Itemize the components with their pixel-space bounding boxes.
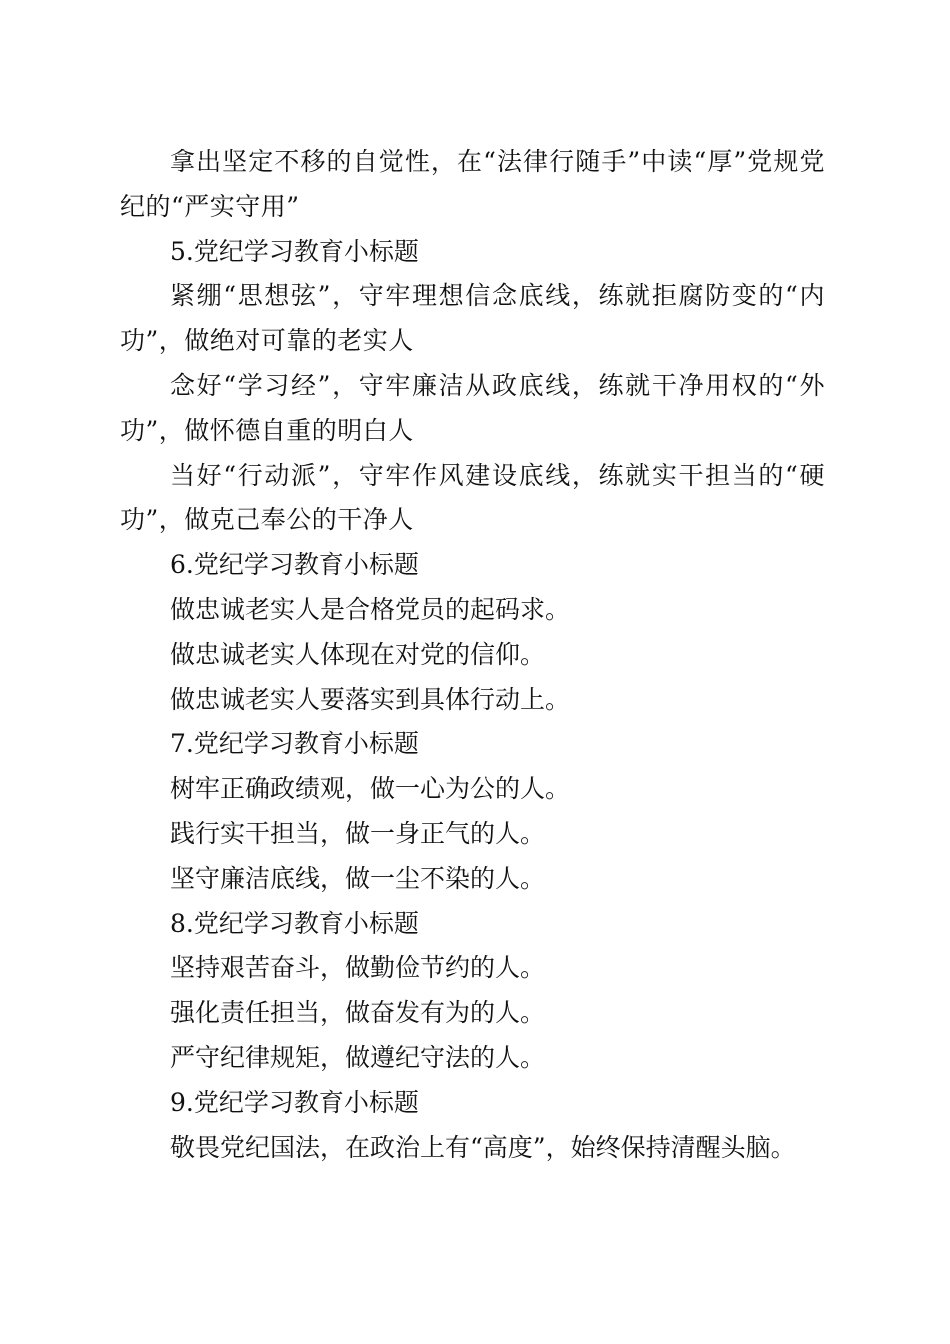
paragraph-8: 做忠诚老实人体现在对党的信仰。 [170, 639, 546, 669]
section-heading-5: 5.党纪学习教育小标题 [170, 236, 419, 266]
section-heading-6: 6.党纪学习教育小标题 [170, 550, 419, 580]
section-heading-9: 9.党纪学习教育小标题 [170, 1087, 419, 1117]
section-heading-7: 7.党纪学习教育小标题 [170, 729, 419, 759]
paragraph-7: 做忠诚老实人是合格党员的起码求。 [170, 594, 571, 624]
section-heading-8: 8.党纪学习教育小标题 [170, 908, 419, 938]
paragraph-4: 念好“学习经”，守牢廉洁从政底线，练就干净用权的“外功”，做怀德自重的明白人 [120, 370, 825, 445]
paragraph-12: 践行实干担当，做一身正气的人。 [170, 818, 546, 848]
paragraph-5: 当好“行动派”，守牢作风建设底线，练就实干担当的“硬功”，做克己奉公的干净人 [120, 460, 825, 535]
paragraph-11: 树牢正确政绩观，做一心为公的人。 [170, 774, 571, 804]
paragraph-19: 敬畏党纪国法，在政治上有“高度”，始终保持清醒头脑。 [170, 1132, 796, 1162]
paragraph-1: 拿出坚定不移的自觉性，在“法律行随手”中读“厚”党规党纪的“严实守用” [120, 147, 825, 221]
paragraph-3: 紧绷“思想弦”，守牢理想信念底线，练就拒腐防变的“内功”，做绝对可靠的老实人 [120, 281, 825, 356]
paragraph-9: 做忠诚老实人要落实到具体行动上。 [170, 684, 571, 714]
paragraph-16: 强化责任担当，做奋发有为的人。 [170, 998, 546, 1028]
paragraph-15: 坚持艰苦奋斗，做勤俭节约的人。 [170, 953, 546, 983]
document-body [120, 140, 825, 1170]
paragraph-13: 坚守廉洁底线，做一尘不染的人。 [170, 863, 546, 893]
paragraph-17: 严守纪律规矩，做遵纪守法的人。 [170, 1042, 546, 1072]
